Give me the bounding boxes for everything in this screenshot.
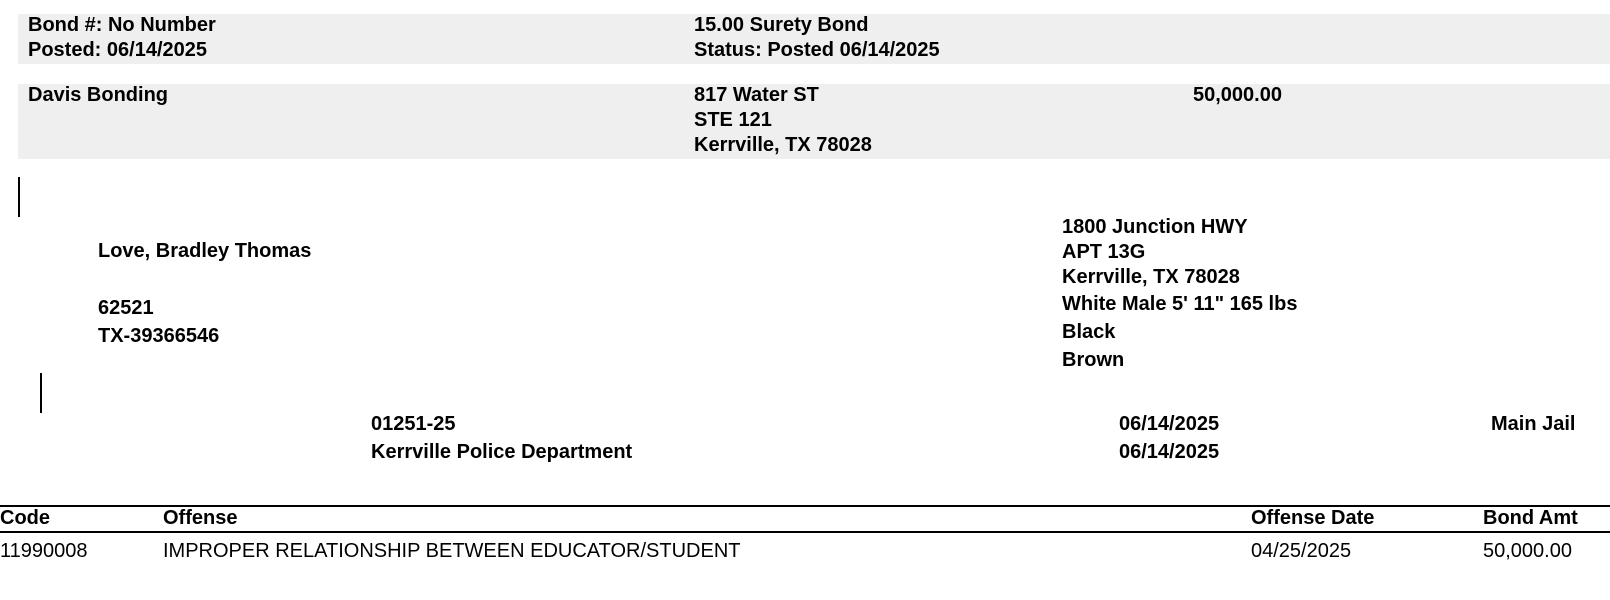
surety-address-line-1: 817 Water ST [694,84,819,106]
defendant-address-line-1: 1800 Junction HWY [1062,216,1248,238]
offense-col-code: Code [0,507,50,529]
offense-date: 04/25/2025 [1251,540,1352,562]
offense-description: IMPROPER RELATIONSHIP BETWEEN EDUCATOR/STUDENT [163,540,741,562]
offense-col-date: Offense Date [1251,507,1375,529]
surety-address-line-2: STE 121 [694,109,772,131]
posted-date: Posted: 06/14/2025 [28,39,207,61]
case-date-2: 06/14/2025 [1119,441,1220,463]
facility: Main Jail [1491,413,1576,435]
offense-col-bond-amt: Bond Amt [1483,507,1578,529]
offense-code: 11990008 [0,540,88,562]
defendant-address-line-3: Kerrville, TX 78028 [1062,266,1240,288]
surety-address-line-3: Kerrville, TX 78028 [694,134,872,156]
bond-status: Status: Posted 06/14/2025 [694,39,940,61]
text-cursor [40,373,42,413]
defendant-name: Love, Bradley Thomas [98,240,312,262]
bond-fee-type: 15.00 Surety Bond [694,14,869,36]
defendant-hair: Black [1062,321,1116,343]
defendant-eyes: Brown [1062,349,1125,371]
text-cursor [18,177,20,217]
case-date-1: 06/14/2025 [1119,413,1220,435]
defendant-description: White Male 5' 11" 165 lbs [1062,293,1298,315]
offense-bond-amount: 50,000.00 [1483,540,1572,562]
surety-company: Davis Bonding [28,84,169,106]
defendant-id-number: 62521 [98,297,154,319]
defendant-address-line-2: APT 13G [1062,241,1146,263]
bond-number: Bond #: No Number [28,14,216,36]
surety-bond-amount: 50,000.00 [1193,84,1282,106]
table-header-rule [0,531,1610,533]
arresting-agency: Kerrville Police Department [371,441,633,463]
case-number: 01251-25 [371,413,456,435]
defendant-license: TX-39366546 [98,325,220,347]
offense-col-offense: Offense [163,507,238,529]
